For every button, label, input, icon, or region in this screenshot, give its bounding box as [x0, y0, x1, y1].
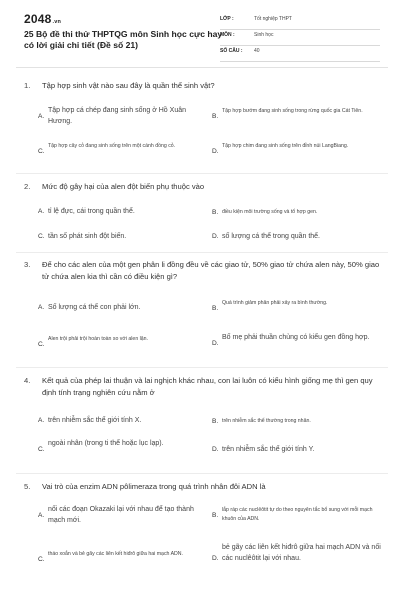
question-text: Để cho các alen của một gen phân li đồng đều về các giao tử, 50% giao tử chứa alen này, 50% giao tử chứa alen kia thì cần có điều kiện gì?: [42, 260, 380, 281]
meta-row-class: [220, 14, 380, 30]
option-text: tỉ lệ đực, cái trong quần thể.: [48, 208, 135, 215]
option-key: A.: [38, 304, 45, 311]
logo-suffix: .vn: [52, 19, 62, 25]
question-text: Kết quả của phép lai thuận và lai nghịch khác nhau, con lai luôn có kiểu hình giống mẹ thì gen quy định tính trạng nghiên cứu nằm ở: [42, 376, 373, 397]
option-key: B.: [212, 305, 219, 312]
option-text: tần số phát sinh đột biến.: [48, 233, 127, 240]
meta-label-class: LỚP :: [220, 16, 234, 22]
option-text: lắp ráp các nuclêôtit tự do theo nguyên tắc bổ sung với mỗi mạch khuôn của ADN.: [222, 507, 373, 522]
question-number: 5.: [24, 482, 31, 491]
question-number: 4.: [24, 376, 31, 385]
question-stem: [24, 181, 384, 193]
option-text: điều kiện môi trường sống và tổ hợp gen.: [222, 209, 318, 215]
option-key: C.: [38, 446, 45, 453]
option-key: A.: [38, 208, 45, 215]
option-key: C.: [38, 148, 45, 155]
document-title: 25 Bộ đề thi thử THPTQG môn Sinh học cực hay có lời giải chi tiết (Đề số 21): [24, 29, 223, 50]
logo-text: 2048: [24, 12, 52, 26]
option-text: nối các đoạn Okazaki lại với nhau để tạo thành mạch mới.: [48, 506, 194, 524]
question-stem: [24, 80, 384, 92]
option-key: B.: [212, 418, 219, 425]
question-stem: [24, 375, 384, 397]
option-text: ngoài nhân (trong ti thể hoặc lục lạp).: [48, 440, 164, 447]
option-key: A.: [38, 113, 45, 120]
option-text: tháo xoắn và bẻ gãy các liên kết hiđrô giữa hai mạch ADN.: [48, 551, 183, 557]
meta-value-class: Tốt nghiệp THPT: [254, 16, 292, 22]
option-key: A.: [38, 417, 45, 424]
option-key: C.: [38, 556, 45, 563]
option-text: Số lượng cá thể con phải lớn.: [48, 304, 141, 311]
option-text: Tập hợp chim đang sinh sống trên đỉnh núi LangBiang.: [222, 143, 349, 149]
option-key: B.: [212, 113, 219, 120]
option-text: bẻ gãy các liên kết hiđrô giữa hai mạch ADN và nối các nuclêôtit lại với nhau.: [222, 544, 381, 562]
question-separator: [16, 173, 388, 174]
option-key: D.: [212, 555, 219, 562]
option-text: Tập hợp cây cỏ đang sinh sống trên một cánh đồng cỏ.: [48, 143, 176, 149]
meta-value-count: 40: [254, 48, 260, 54]
document-header: [0, 0, 400, 62]
option-key: D.: [212, 233, 219, 240]
option-key: C.: [38, 233, 45, 240]
option-text: Bố mẹ phải thuần chủng có kiểu gen đồng hợp.: [222, 334, 370, 341]
option-text: Tập hợp bướm đang sinh sống trong rừng quốc gia Cát Tiên.: [222, 108, 363, 114]
document-meta: [220, 14, 380, 62]
meta-row-count: [220, 46, 380, 62]
question-separator: [16, 367, 388, 368]
option-key: B.: [212, 209, 219, 216]
option-key: A.: [38, 512, 45, 519]
question-stem: [24, 481, 384, 493]
option-text: Alen trội phải trội hoàn toàn so với alen lặn.: [48, 336, 149, 342]
option-text: Quá trình giảm phân phải xảy ra bình thường.: [222, 300, 328, 306]
meta-label-subject: MÔN :: [220, 32, 235, 38]
option-key: B.: [212, 512, 219, 519]
header-divider: [16, 67, 388, 68]
option-text: trên nhiễm sắc thể thường trong nhân.: [222, 418, 311, 424]
question-number: 2.: [24, 182, 31, 191]
question-separator: [16, 252, 388, 253]
meta-value-subject: Sinh học: [254, 32, 274, 38]
question-text: Tập hợp sinh vật nào sau đây là quần thể sinh vật?: [42, 81, 215, 90]
question-stem: [24, 259, 384, 281]
meta-row-subject: [220, 30, 380, 46]
option-text: trên nhiễm sắc thể giới tính X.: [48, 417, 142, 424]
option-key: C.: [38, 341, 45, 348]
site-logo[interactable]: [24, 12, 61, 26]
option-text: số lượng cá thể trong quần thể.: [222, 233, 321, 240]
question-number: 3.: [24, 260, 31, 269]
option-key: D.: [212, 148, 219, 155]
option-key: D.: [212, 340, 219, 347]
question-number: 1.: [24, 81, 31, 90]
meta-label-count: SỐ CÂU :: [220, 48, 243, 54]
question-separator: [16, 473, 388, 474]
option-key: D.: [212, 446, 219, 453]
question-text: Vai trò của enzim ADN pôlimeraza trong quá trình nhân đôi ADN là: [42, 482, 266, 491]
option-text: Tập hợp cá chép đang sinh sống ở Hồ Xuân Hương.: [48, 107, 186, 125]
question-text: Mức độ gây hại của alen đột biến phụ thuộc vào: [42, 182, 205, 191]
option-text: trên nhiễm sắc thể giới tính Y.: [222, 446, 315, 453]
